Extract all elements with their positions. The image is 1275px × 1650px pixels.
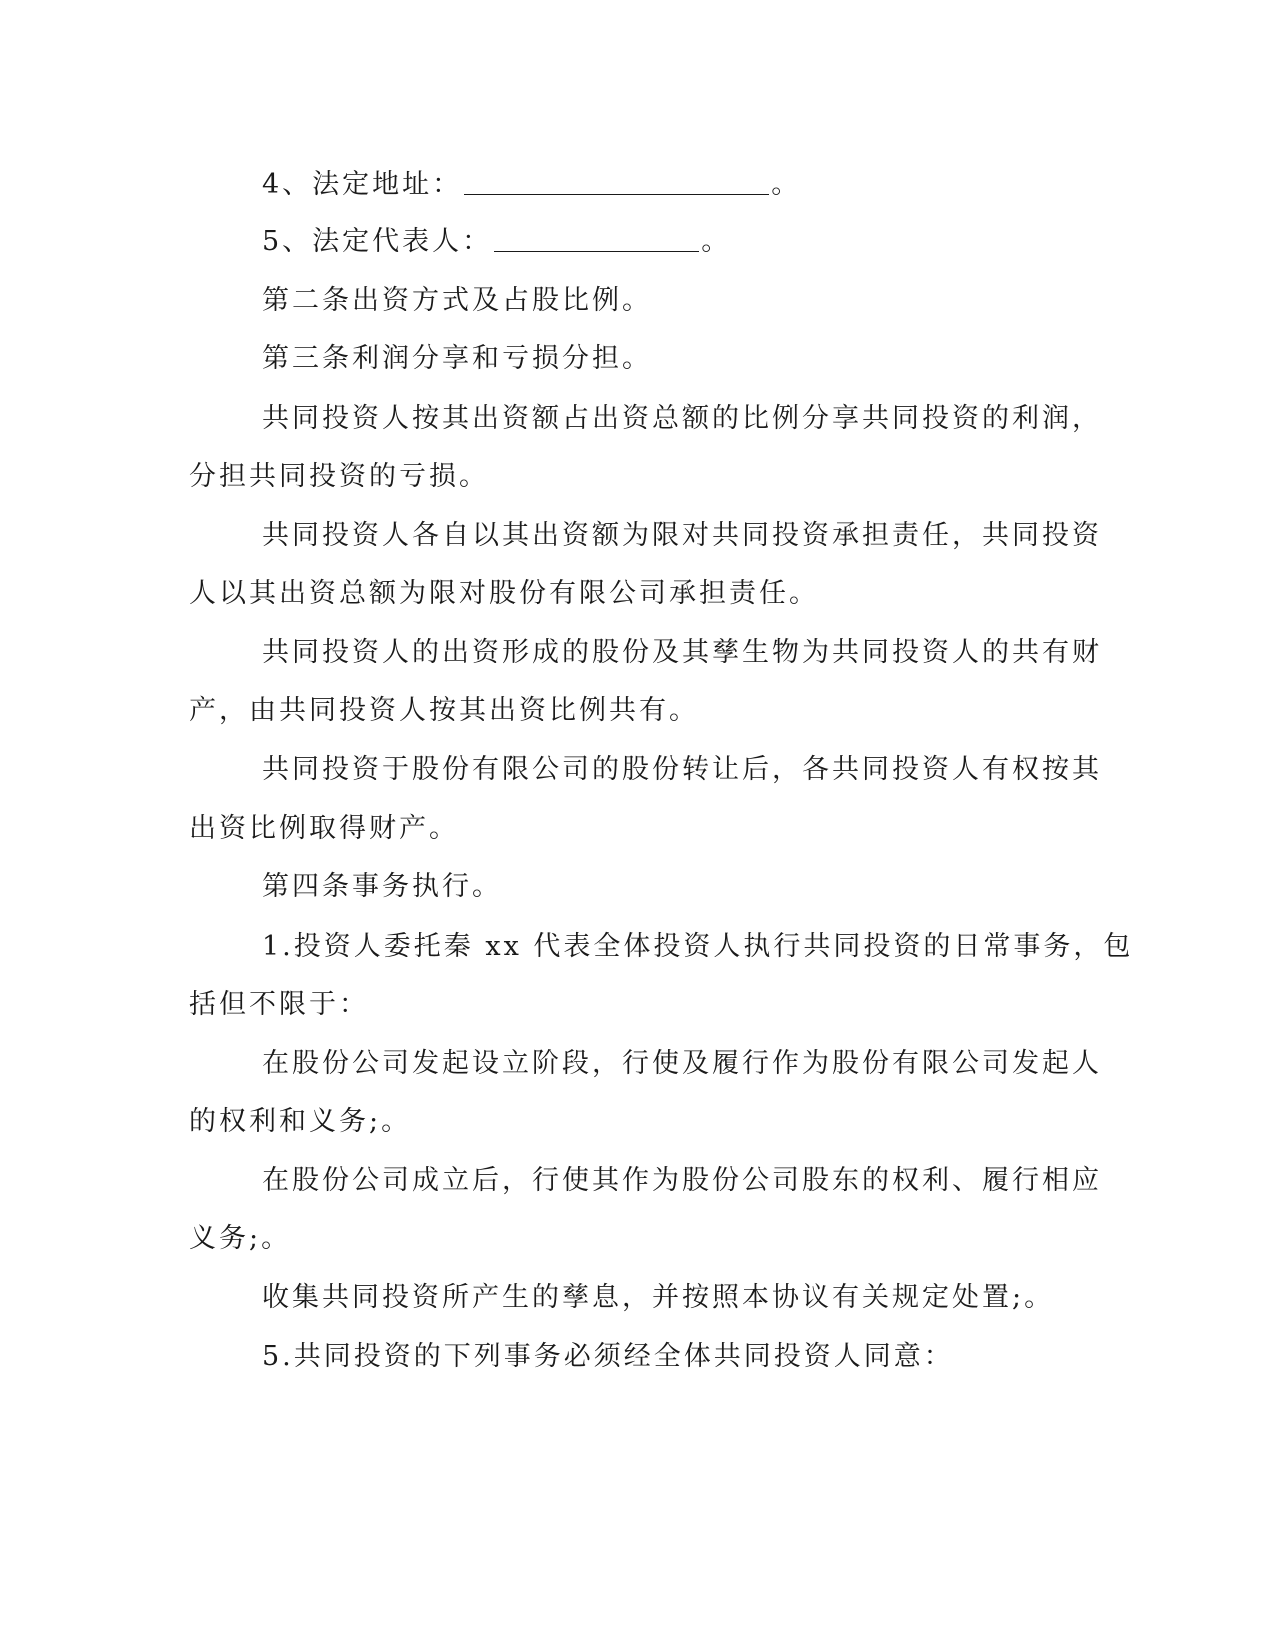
sub-item-shareholder-line2: 义务;。 [189,1223,292,1254]
item-1-line2: 括但不限于： [189,989,369,1020]
legal-address-end: 。 [771,169,802,200]
legal-representative-end: 。 [701,226,732,257]
paragraph-liability-line1: 共同投资人各自以其出资额为限对共同投资承担责任，共同投资 [262,520,1102,551]
paragraph-liability-line2: 人以其出资总额为限对股份有限公司承担责任。 [189,578,819,609]
legal-representative-blank[interactable] [494,225,699,252]
sub-item-shareholder-line1: 在股份公司成立后，行使其作为股份公司股东的权利、履行相应 [262,1165,1102,1196]
paragraph-share-transfer-line2: 出资比例取得财产。 [189,813,459,844]
article-4-heading: 第四条事务执行。 [262,871,502,902]
legal-representative-label: 5、法定代表人： [262,226,493,257]
article-2-heading: 第二条出资方式及占股比例。 [262,285,652,316]
paragraph-share-transfer-line1: 共同投资于股份有限公司的股份转让后，各共同投资人有权按其 [262,754,1102,785]
sub-item-founding-line1: 在股份公司发起设立阶段，行使及履行作为股份有限公司发起人 [262,1048,1102,1079]
legal-address-line [262,168,801,202]
sub-item-founding-line2: 的权利和义务;。 [189,1106,412,1137]
paragraph-profit-share-line2: 分担共同投资的亏损。 [189,461,489,492]
item-1-line1: 1.投资人委托秦 xx 代表全体投资人执行共同投资的日常事务，包 [262,931,1134,962]
paragraph-joint-property-line1: 共同投资人的出资形成的股份及其孳生物为共同投资人的共有财 [262,637,1102,668]
legal-address-label: 4、法定地址： [262,169,463,200]
article-3-heading: 第三条利润分享和亏损分担。 [262,343,652,374]
sub-item-interest: 收集共同投资所产生的孳息，并按照本协议有关规定处置;。 [262,1282,1055,1313]
item-5-line1: 5.共同投资的下列事务必须经全体共同投资人同意： [262,1341,954,1372]
legal-address-blank[interactable] [464,168,769,195]
legal-representative-line [262,225,731,259]
paragraph-profit-share-line1: 共同投资人按其出资额占出资总额的比例分享共同投资的利润， [262,403,1102,434]
paragraph-joint-property-line2: 产，由共同投资人按其出资比例共有。 [189,695,699,726]
